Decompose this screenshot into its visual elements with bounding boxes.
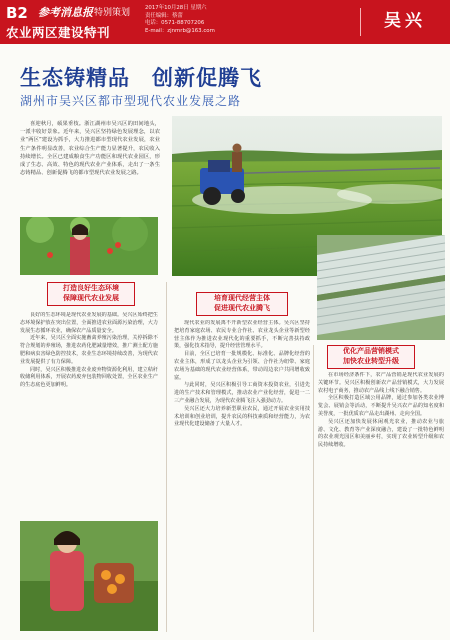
section-ecology-paragraph: 良好的生态环境是现代农业发展的基础。吴兴区始终把生态环境保护放在突出位置，全面推进农业面源污染治理，大力发展生态循环农业，确保农产品质量安全。	[20, 312, 158, 334]
section-operators-paragraph: 现代农业的发展离不开新型农业经营主体。吴兴区坚持把培育家庭农场、农民专业合作社、农业龙头企业等新型经营主体作为推进农业现代化的重要抓手，不断完善扶持政策，强化技术指导，提升经营管理水平。	[174, 320, 310, 350]
orchard-girl-photo	[20, 217, 158, 275]
section-operators-paragraph: 吴兴区还大力培养新型职业农民，通过开展农业实用技术培训和创业培训，提升农民的科技素质和经营能力，为农业现代化建设储备了大量人才。	[174, 405, 310, 428]
section-operators-paragraph: 与此同时，吴兴区积极引导工商资本投资农业，引进先进的生产技术和管理模式，推动农业产业化经营，促进一二三产业融合发展，为现代农业腾飞注入强劲动力。	[174, 382, 310, 404]
section-heading-marketing	[327, 345, 415, 369]
section-ecology-paragraph: 近年来，吴兴区全面实施畜禽养殖污染治理，关停拆除不符合规划的养殖场，推进农药化肥减量增效，推广测土配方施肥和病虫害绿色防控技术，农业生态环境持续改善，为现代农业发展提供了有力保障。	[20, 335, 158, 365]
region-name: 吴兴	[384, 11, 426, 31]
section-heading-ecology-line1: 打造良好生态环境	[63, 284, 119, 292]
column-divider	[166, 282, 167, 632]
paper-name: 参考消息报	[38, 6, 93, 19]
section-marketing-paragraph: 在市场经济条件下，农产品营销是现代农业发展的关键环节。吴兴区积极创新农产品营销模式，大力发展农村电子商务，推动农产品线上线下融合销售。	[318, 372, 444, 394]
page-code: B2	[6, 4, 28, 22]
info-phone: 电话：0571-88707206	[145, 20, 205, 27]
section-marketing-paragraph: 吴兴区还加快发展休闲观光农业，推动农业与旅游、文化、教育等产业深度融合，建设了一批特色鲜明的农业观光园区和美丽乡村，实现了农业转型升级和农民持续增收。	[318, 418, 444, 449]
section-ecology-body	[20, 312, 158, 517]
section-heading-marketing-line2: 加快农业转型升级	[343, 357, 399, 365]
info-date: 2017年10月28日 星期六	[145, 5, 207, 11]
section-heading-operators-line2: 促进现代农业腾飞	[214, 304, 270, 312]
masthead-info	[145, 5, 215, 35]
column-divider	[313, 345, 314, 632]
section-ecology-paragraph: 同时，吴兴区积极推进农业废弃物资源化利用，建立秸秆收储利用体系，开展农药废弃包装物回收处置，全区农业生产的生态底色更加鲜明。	[20, 366, 158, 389]
intro-paragraph: 喜迎秋月，硕果垂枝。浙江湖州市吴兴区的田间地头，一派丰收好景象。近年来，吴兴区坚持绿色发展理念，以农业“两区”建设为抓手，大力推进都市型现代农业发展，农业生产条件明显改善，农业综合生产能力显著提升，农民收入持续增长。全区已建成粮食生产功能区和现代农业园区，形成了生态、高效、特色的现代农业产业体系，走出了一条生态铸精品、创新促腾飞的都市型现代农业发展之路。	[20, 121, 160, 177]
farmer-harvest-photo	[20, 521, 158, 631]
section-heading-operators	[196, 292, 288, 316]
info-editor: 责任编辑：蔡蕾	[145, 12, 183, 19]
masthead	[0, 0, 450, 44]
headline-title: 生态铸精品 创新促腾飞	[20, 66, 262, 90]
section-heading-operators-line1: 培育现代经营主体	[214, 294, 270, 302]
section-title: 农业两区建设特刊	[6, 25, 111, 40]
section-operators-body	[174, 320, 310, 632]
headline-subtitle: 湖州市吴兴区都市型现代农业发展之路	[20, 94, 242, 108]
greenhouse-aerial-photo	[317, 235, 445, 340]
info-email: E-mail：zjnmrb@163.com	[145, 27, 215, 34]
section-heading-ecology-line2: 保障现代农业发展	[63, 294, 119, 302]
special-tag: 特别策划	[94, 8, 131, 18]
section-heading-ecology	[47, 282, 135, 306]
section-operators-paragraph: 目前，全区已培育一批规模化、标准化、品牌化经营的农业主体，形成了以龙头企业为引领、合作社为纽带、家庭农场为基础的现代农业经营体系，带动周边农户共同增收致富。	[174, 351, 310, 381]
section-marketing-body	[318, 372, 444, 630]
section-heading-marketing-line1: 优化产品营销模式	[343, 347, 399, 355]
masthead-divider	[360, 8, 361, 36]
section-marketing-paragraph: 全区积极打造区域公用品牌，通过参加各类农业博览会、展销会等活动，不断提升吴兴农产品的知名度和美誉度，一批优质农产品走出湖州、走向全国。	[318, 395, 444, 417]
